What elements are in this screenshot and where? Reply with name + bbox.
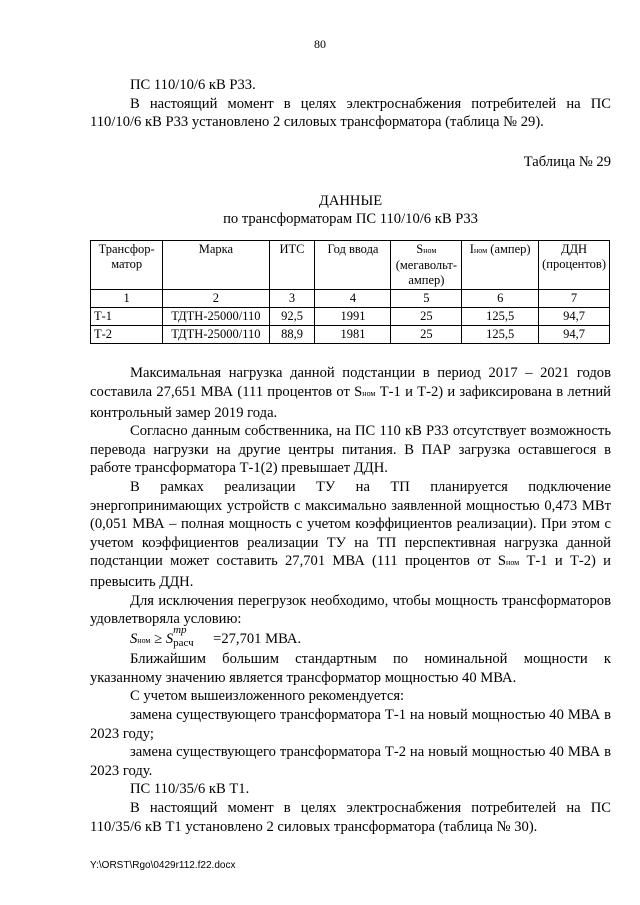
table-cell: 88,9 — [269, 326, 315, 344]
table-header-row — [91, 241, 610, 290]
table-row — [91, 326, 610, 344]
table-cell: 125,5 — [462, 308, 539, 326]
table-title: ДАННЫЕ — [318, 193, 383, 210]
substation-heading-r33: ПС 110/10/6 кВ Р33. — [130, 77, 256, 93]
paragraph-tu-implementation: В рамках реализации ТУ на ТП планируется подключение энергопринимающих устройств с максимально заявленной мощностью 0,473 МВт (0,051 МВА – полная мощность с учетом коэффициентов реализации). При этом с учетом коэффициентов реализации ТУ на ТП перспективная нагрузка данной подстанции может составить 27,701 МВА (111 процентов от Sном Т-1 и Т-2) и превысить ДДН. — [90, 478, 611, 590]
table-cell: 1981 — [315, 326, 391, 344]
table-cell: 3 — [269, 290, 315, 308]
paragraph-owner-data: Согласно данным собственника, на ПС 110 кВ Р33 отсутствует возможность перевода нагрузки на другие центры питания. В ПАР загрузка оставшегося в работе трансформатора Т-1(2) превышает ДДН. — [90, 423, 611, 477]
table-column-numbers-row — [91, 290, 610, 308]
table-cell: 25 — [391, 308, 462, 326]
header-transformer: Трансфор- матор — [91, 241, 163, 290]
page-number: 80 — [314, 37, 326, 51]
paragraph-recommendation: С учетом вышеизложенного рекомендуется: — [130, 688, 405, 705]
table-cell: 5 — [391, 290, 462, 308]
table-cell: 4 — [315, 290, 391, 308]
table-cell: Т-2 — [91, 326, 163, 344]
table-cell: Т-1 — [91, 308, 163, 326]
table-cell: 2 — [163, 290, 269, 308]
formula-condition: Sном ≥ S тр расч =27,701 МВА. — [130, 623, 302, 649]
table-cell: 125,5 — [462, 326, 539, 344]
paragraph-condition: Для исключения перегрузок необходимо, чтобы мощность трансформаторов удовлетворяла условию: — [90, 592, 611, 628]
table-cell: 94,7 — [539, 326, 610, 344]
document-body — [90, 76, 611, 836]
table-caption: Таблица № 29 — [523, 153, 611, 170]
paragraph-intro-t1: В настоящий момент в целях электроснабжения потребителей на ПС 110/35/6 кВ Т1 установлено 2 силовых трансформатора (таблица № 30). — [90, 800, 611, 835]
header-inom: Iном (ампер) — [462, 241, 539, 290]
header-brand: Марка — [163, 241, 269, 290]
paragraph-max-load: Максимальная нагрузка данной подстанции в период 2017 – 2021 годов составила 27,651 МВА (111 процентов от Sном Т-1 и Т-2) и зафиксирована в летний контрольный замер 2019 года. — [90, 365, 611, 421]
table-cell: 1991 — [315, 308, 391, 326]
header-snom: Sном (мегавольт- ампер) — [391, 241, 462, 290]
recommendation-item-t1: замена существующего трансформатора Т-1 на новый мощностью 40 МВА в 2023 году; — [90, 707, 611, 742]
transformer-table — [90, 240, 610, 344]
table-cell: 6 — [462, 290, 539, 308]
substation-heading-t1: ПС 110/35/6 кВ Т1. — [130, 781, 250, 798]
table-row — [91, 308, 610, 326]
table-cell: 7 — [539, 290, 610, 308]
footer-file-path: Y:\ORST\Rgo\0429r112.f22.docx — [90, 860, 236, 871]
header-ddn: ДДН (процентов) — [539, 241, 610, 290]
table-cell: ТДТН-25000/110 — [163, 308, 269, 326]
paragraph-standard-power: Ближайшим большим стандартным по номинальной мощности к указанному значению является трансформатор мощностью 40 МВА. — [90, 651, 611, 686]
header-its: ИТС — [269, 241, 315, 290]
paragraph-intro-r33: В настоящий момент в целях электроснабжения потребителей на ПС 110/10/6 кВ Р33 установлено 2 силовых трансформатора (таблица № 29). — [90, 95, 611, 131]
header-year: Год ввода — [315, 241, 391, 290]
table-cell: ТДТН-25000/110 — [163, 326, 269, 344]
recommendation-item-t2: замена существующего трансформатора Т-2 на новый мощностью 40 МВА в 2023 году. — [90, 744, 611, 779]
table-cell: 25 — [391, 326, 462, 344]
table-cell: 94,7 — [539, 308, 610, 326]
table-subtitle: по трансформаторам ПС 110/10/6 кВ Р33 — [223, 211, 478, 228]
table-cell: 92,5 — [269, 308, 315, 326]
table-cell: 1 — [91, 290, 163, 308]
